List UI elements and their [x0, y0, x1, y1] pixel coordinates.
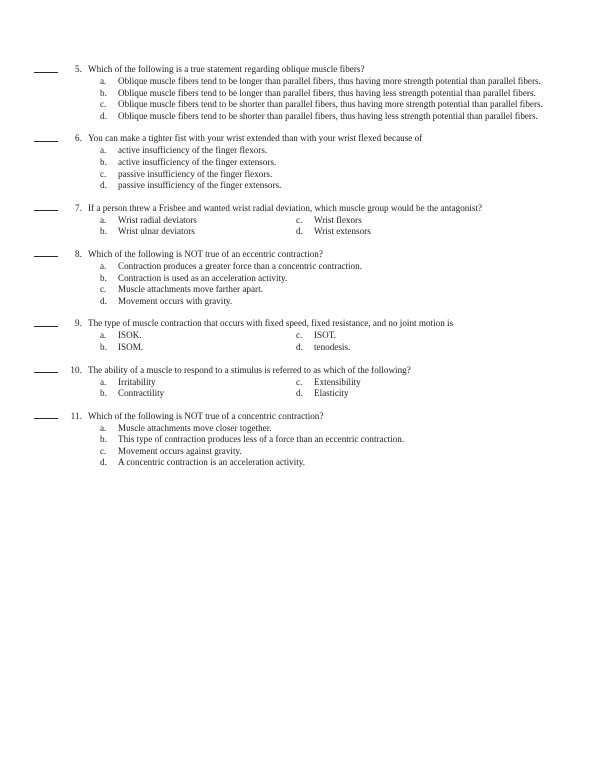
option-row — [100, 226, 555, 238]
option-letter: b. — [100, 434, 107, 445]
option-row — [100, 215, 555, 227]
option-group — [100, 330, 555, 353]
question-number: 5. — [74, 64, 82, 74]
option-group — [100, 377, 555, 400]
option-group — [28, 76, 555, 122]
option-letter: d. — [296, 341, 303, 352]
option[interactable] — [296, 388, 349, 400]
option-text: active insufficiency of the finger extensors. — [118, 156, 277, 167]
option[interactable] — [100, 342, 143, 354]
question-list — [28, 64, 555, 469]
option[interactable] — [100, 388, 164, 400]
question-number: 8. — [74, 248, 82, 259]
option[interactable] — [296, 226, 371, 238]
option-text: ISOK. — [118, 330, 142, 341]
question-header — [28, 203, 555, 215]
option-letter: b. — [100, 87, 107, 98]
option-text: Movement occurs against gravity. — [118, 445, 242, 456]
option-group — [100, 215, 555, 238]
option[interactable] — [100, 261, 555, 273]
question-stem: You can make a tighter fist with your wrist extended than with your wrist flexed because of — [88, 133, 423, 144]
option-letter: a. — [100, 422, 107, 433]
option-text: Contraction is used as an acceleration activity. — [118, 272, 288, 283]
option-letter: c. — [100, 445, 107, 456]
question-number: 11. — [70, 410, 82, 421]
question-stem: The ability of a muscle to respond to a stimulus is referred to as which of the following? — [88, 364, 411, 375]
option-letter: c. — [100, 284, 107, 295]
option[interactable] — [296, 342, 350, 354]
option-letter: b. — [100, 388, 107, 399]
option-text: passive insufficiency of the finger extensors. — [118, 180, 282, 191]
question-number: 7. — [74, 202, 82, 213]
option[interactable] — [100, 377, 156, 389]
question-stem: Which of the following is a true statement regarding oblique muscle fibers? — [88, 64, 365, 74]
option-letter: b. — [100, 341, 107, 352]
option[interactable] — [100, 88, 555, 100]
question-block — [28, 365, 555, 400]
question-header — [28, 318, 555, 330]
option-text: Wrist ulnar deviators — [118, 226, 195, 237]
option-letter: b. — [100, 226, 107, 237]
option[interactable] — [100, 226, 195, 238]
option[interactable] — [296, 215, 362, 227]
answer-blank[interactable] — [34, 72, 58, 73]
option[interactable] — [100, 111, 555, 123]
option[interactable] — [100, 145, 555, 157]
answer-blank[interactable] — [34, 141, 58, 142]
option[interactable] — [100, 215, 197, 227]
option-letter: d. — [296, 226, 303, 237]
option-text: passive insufficiency of the finger flexors. — [118, 168, 273, 179]
option[interactable] — [100, 157, 555, 169]
option[interactable] — [100, 423, 555, 435]
option[interactable] — [100, 273, 555, 285]
question-stem: The type of muscle contraction that occurs with fixed speed, fixed resistance, and no joint motion is — [88, 318, 454, 329]
option-text: ISOM. — [118, 341, 144, 352]
option-letter: d. — [100, 457, 107, 468]
option-row — [100, 377, 555, 389]
question-number: 9. — [74, 318, 82, 329]
question-stem: If a person threw a Frisbee and wanted wrist radial deviation, which muscle group would be the antagonist? — [88, 202, 483, 213]
option-text: Irritability — [118, 376, 156, 387]
option[interactable] — [100, 284, 555, 296]
option-letter: d. — [100, 110, 107, 121]
option-letter: a. — [100, 145, 107, 156]
question-number: 10. — [70, 364, 82, 375]
option-row — [100, 330, 555, 342]
answer-blank[interactable] — [34, 256, 58, 257]
option-letter: a. — [100, 330, 107, 341]
option-letter: d. — [100, 180, 107, 191]
question-stem: Which of the following is NOT true of an eccentric contraction? — [88, 248, 323, 259]
option[interactable] — [100, 457, 555, 469]
question-block — [28, 203, 555, 238]
option-letter: a. — [100, 214, 107, 225]
option[interactable] — [100, 434, 555, 446]
question-header — [28, 64, 555, 76]
option-text: A concentric contraction is an acceleration activity. — [118, 457, 306, 468]
option-letter: c. — [296, 376, 303, 387]
option-letter: d. — [100, 295, 107, 306]
option-text: Contraction produces a greater force than a concentric contraction. — [118, 260, 362, 271]
option-text: Wrist flexors — [314, 214, 362, 225]
option-text: ISOT. — [314, 330, 336, 341]
option[interactable] — [100, 169, 555, 181]
option-letter: d. — [296, 388, 303, 399]
option-text: Extensibility — [314, 376, 361, 387]
option-text: Contractility — [118, 388, 165, 399]
option[interactable] — [100, 446, 555, 458]
answer-blank[interactable] — [34, 372, 58, 373]
question-header — [28, 365, 555, 377]
option-letter: c. — [100, 168, 107, 179]
question-block — [28, 249, 555, 307]
option-letter: c. — [296, 330, 303, 341]
question-header — [28, 133, 555, 145]
option-letter: a. — [100, 76, 107, 86]
option-group — [28, 261, 555, 307]
option[interactable] — [296, 377, 361, 389]
question-header — [28, 411, 555, 423]
option-text: Muscle attachments move farther apart. — [118, 284, 263, 295]
option-text: Oblique muscle fibers tend to be longer than parallel fibers, thus having more strength potential than parallel fibers. — [118, 76, 541, 86]
question-block — [28, 64, 555, 122]
option-row — [100, 388, 555, 400]
question-number: 6. — [74, 133, 82, 144]
answer-blank[interactable] — [34, 210, 58, 211]
option-letter: c. — [296, 214, 303, 225]
option-letter: a. — [100, 260, 107, 271]
option-group — [28, 423, 555, 469]
question-stem: Which of the following is NOT true of a concentric contraction? — [88, 410, 324, 421]
answer-blank[interactable] — [34, 418, 58, 419]
question-header — [28, 249, 555, 261]
option-text: Wrist extensors — [314, 226, 371, 237]
question-block — [28, 411, 555, 469]
option-text: Muscle attachments move closer together. — [118, 422, 272, 433]
option-text: tenodesis. — [314, 341, 351, 352]
option-group — [28, 145, 555, 191]
option[interactable] — [100, 296, 555, 308]
question-block — [28, 318, 555, 353]
option-text: Oblique muscle fibers tend to be longer than parallel fibers, thus having less strength potential than parallel fibers. — [118, 87, 536, 98]
option-text: Oblique muscle fibers tend to be shorter than parallel fibers, thus having more strength potential than parallel fibers. — [118, 99, 543, 110]
option[interactable] — [100, 99, 555, 111]
option-text: Elasticity — [314, 388, 349, 399]
option[interactable] — [100, 330, 142, 342]
option-text: Movement occurs with gravity. — [118, 295, 233, 306]
option[interactable] — [296, 330, 336, 342]
option-letter: a. — [100, 376, 107, 387]
option-text: Oblique muscle fibers tend to be shorter than parallel fibers, thus having less strength potential than parallel fibers. — [118, 110, 538, 121]
question-block — [28, 133, 555, 191]
option-text: Wrist radial deviators — [118, 214, 197, 225]
answer-blank[interactable] — [34, 326, 58, 327]
option-letter: b. — [100, 156, 107, 167]
option[interactable] — [100, 76, 555, 88]
option-letter: b. — [100, 272, 107, 283]
option-text: active insufficiency of the finger flexors. — [118, 145, 268, 156]
option[interactable] — [100, 180, 555, 192]
option-row — [100, 342, 555, 354]
option-letter: c. — [100, 99, 107, 110]
option-text: This type of contraction produces less of a force than an eccentric contraction. — [118, 434, 405, 445]
